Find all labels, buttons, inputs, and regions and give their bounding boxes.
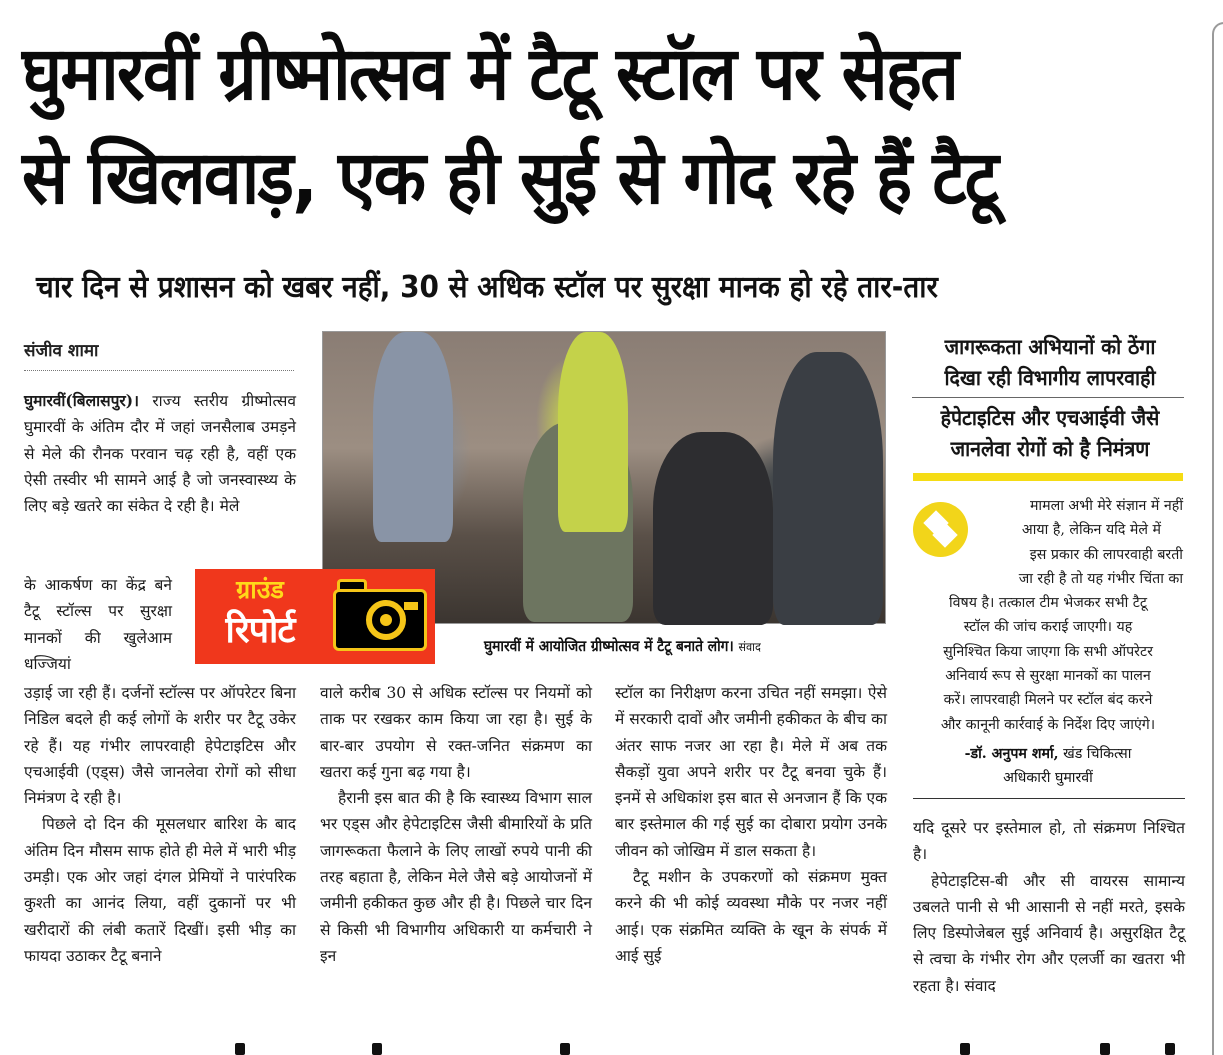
- intro-text: राज्य स्तरीय ग्रीष्मोत्सव घुमारवीं के अंतिम दौर में जहां जनसैलाब उमड़ने से मेले की रौनक परवान चढ़ रही है, वहीं एक ऐसी तस्वीर भी सामने आई है जो जनस्वास्थ्य के लिए बड़े खतरे का संकेत दे रही है। मेले: [24, 392, 296, 516]
- quote-attribution: [913, 742, 1183, 790]
- ground-report-badge: [195, 569, 325, 664]
- camera-icon: [325, 569, 435, 664]
- dateline: घुमारवीं(बिलासपुर)।: [24, 391, 139, 410]
- caption-credit: संवाद: [738, 640, 761, 654]
- quote-line: विषय है। तत्काल टीम भेजकर सभी टैटू: [948, 595, 1148, 612]
- byline: संजीव शामा: [24, 341, 99, 361]
- photo-figure-customer: [653, 432, 773, 625]
- sidebar-heading-disease: हेपेटाइटिस और एचआईवी जैसे जानलेवा रोगों को है निमंत्रण: [940, 406, 1160, 461]
- badge-top-text: ग्राउंड: [236, 575, 284, 604]
- paragraph: हेपेटाइटिस-बी और सी वायरस सामान्य उबलते पानी से भी आसानी से नहीं मरते, इसके लिए डिस्पोजेबल सुई अनिवार्य है। असुरक्षित टैटू से त्वचा के गंभीर रोग और एलर्जी का खतरा भी रहता है। संवाद: [913, 871, 1185, 995]
- quote-line: करें। लापरवाही मिलने पर स्टॉल बंद करने: [943, 692, 1153, 709]
- quote-line: इस प्रकार की लापरवाही बरती: [1029, 546, 1183, 563]
- quote-divider: [913, 798, 1185, 799]
- paragraph: पिछले दो दिन की मूसलधार बारिश के बाद अंतिम दिन मौसम साफ होते ही मेले में भारी भीड़ उमड़ी। एक ओर जहां दंगल प्रेमियों ने पारंपरिक कुश्ती का आनंद लिया, वहीं दुकानों पर भी खरीदारों की लंबी कतारें दिखीं। इसी भीड़ का फायदा उठाकर टैटू बनाने: [24, 815, 296, 965]
- paragraph: हैरानी इस बात की है कि स्वास्थ्य विभाग साल भर एड्स और हेपेटाइटिस जैसी बीमारियों के प्रति जागरूकता फैलाने के लिए लाखों रुपये पानी की तरह बहाता है, लेकिन मेले जैसे बड़े आयोजनों में जमीनी हकीकत कुछ और ही है। पिछले चार दिन से किसी भी विभागीय अधिकारी या कर्मचारी ने इन: [320, 789, 592, 965]
- paragraph: यदि दूसरे पर इस्तेमाल हो, तो संक्रमण निश्चित है।: [913, 819, 1185, 864]
- photo-caption: [484, 636, 852, 656]
- quote-line: अनिवार्य रूप से सुरक्षा मानकों का पालन: [945, 668, 1151, 685]
- article-intro: [24, 388, 296, 519]
- paragraph: स्टॉल का निरीक्षण करना उचित नहीं समझा। ऐसे में सरकारी दावों और जमीनी हकीकत के बीच का अंतर साफ नजर आ रहा है। मेले में अब तक सैकड़ों युवा अपने शरीर पर टैटू बनवा चुके हैं। इनमें से अधिकांश इस बात से अनजान हैं कि एक बार इस्तेमाल की गई सुई का दोबारा प्रयोग उनके जीवन को जोखिम में डाल सकता है।: [615, 684, 887, 860]
- paragraph: वाले करीब 30 से अधिक स्टॉल्स पर नियमों को ताक पर रखकर काम किया जा रहा है। सुई के बार-बार उपयोग से रक्त-जनित संक्रमण का खतरा कई गुना बढ़ गया है।: [320, 684, 592, 781]
- subheadline: चार दिन से प्रशासन को खबर नहीं, 30 से अधिक स्टॉल पर सुरक्षा मानक हो रहे तार-तार: [36, 270, 938, 305]
- photo-figure-photographer: [373, 332, 453, 542]
- article-column-3: [615, 680, 887, 969]
- article-column-2: [320, 680, 592, 969]
- quote-author-name: -डॉ. अनुपम शर्मा,: [964, 746, 1059, 762]
- paragraph: टैटू मशीन के उपकरणों को संक्रमण मुक्त करने की भी कोई व्यवस्था मौके पर नजर नहीं आई। एक संक्रमित व्यक्ति के खून के संपर्क में आई सुई: [615, 868, 887, 965]
- quote-line: जा रही है तो यह गंभीर चिंता का: [1018, 570, 1183, 587]
- quote-line: आया है, लेकिन यदि मेले में: [1021, 522, 1161, 539]
- quote-author-location: अधिकारी घुमारवीं: [1003, 770, 1093, 786]
- photo-figure-onlooker: [773, 352, 883, 625]
- official-quote: [913, 494, 1183, 737]
- article-column-4: [913, 815, 1185, 999]
- paragraph: उड़ाई जा रही हैं। दर्जनों स्टॉल्स पर ऑपरेटर बिना निडिल बदले ही कई लोगों के शरीर पर टैटू उकेर रहे हैं। यह गंभीर लापरवाही हेपेटाइटिस और एचआईवी (एड्स) जैसे जानलेवा रोगों को सीधा निमंत्रण दे रही है।: [24, 684, 296, 808]
- sidebar-highlight-rule: [913, 473, 1183, 481]
- page-frame-border: [1212, 22, 1223, 1055]
- quote-author-role: खंड चिकित्सा: [1063, 746, 1132, 762]
- intro-narrow-text: के आकर्षण का केंद्र बने टैटू स्टॉल्स पर सुरक्षा मानकों की खुलेआम धज्जियां: [24, 576, 172, 673]
- byline-divider: [24, 370, 294, 371]
- article-intro-narrow: [24, 572, 172, 677]
- sidebar-heading-awareness: जागरूकता अभियानों को ठेंगा दिखा रही विभागीय लापरवाही: [944, 335, 1156, 390]
- quote-line: सुनिश्चित किया जाएगा कि सभी ऑपरेटर: [943, 643, 1153, 660]
- headline-line-1: घुमारवीं ग्रीष्मोत्सव में टैटू स्टॉल पर सेहत: [22, 31, 958, 117]
- badge-bottom-text: रिपोर्ट: [225, 610, 295, 651]
- photo-figure-woman: [558, 332, 628, 532]
- quote-line: मामला अभी मेरे संज्ञान में नहीं: [1029, 498, 1183, 514]
- next-article-cutoff: [0, 1040, 1223, 1055]
- headline-line-2: से खिलवाड़, एक ही सुई से गोद रहे हैं टैटू: [22, 135, 998, 221]
- headline: [22, 22, 1098, 230]
- article-column-1: [24, 680, 296, 969]
- sidebar-divider: [912, 397, 1184, 398]
- quote-line: स्टॉल की जांच कराई जाएगी। यह: [963, 619, 1133, 636]
- quote-line: और कानूनी कार्रवाई के निर्देश दिए जाएंगे।: [940, 716, 1156, 733]
- caption-text: घुमारवीं में आयोजित ग्रीष्मोत्सव में टैटू बनाते लोग।: [484, 637, 734, 655]
